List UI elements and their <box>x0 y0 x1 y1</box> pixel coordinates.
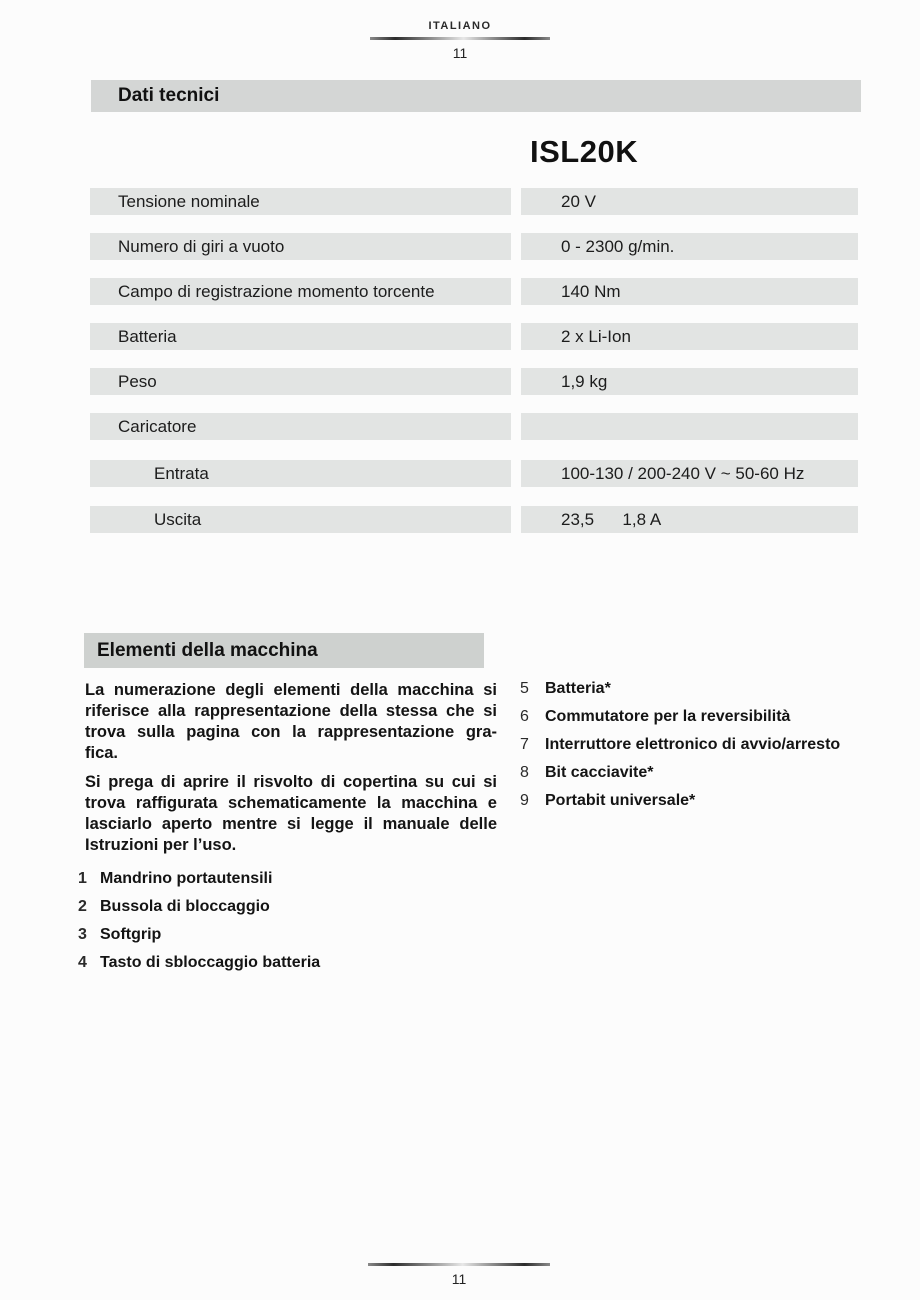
table-row <box>0 233 920 260</box>
paragraph-line: lasciarlo aperto mentre si legge il manuale delle <box>85 815 497 833</box>
item-label: Batteria* <box>545 680 611 697</box>
spec-value: 100-130 / 200-240 V ~ 50-60 Hz <box>521 460 858 487</box>
spec-label: Entrata <box>90 460 511 487</box>
machine-parts-list-left <box>78 869 498 981</box>
paragraph-line: riferisce alla rappresentazione della stessa che si <box>85 702 497 720</box>
spec-value: 20 V <box>521 188 858 215</box>
spec-label: Peso <box>90 368 511 395</box>
paragraph-line: fica. <box>85 744 119 762</box>
model-name: ISL20K <box>530 134 639 169</box>
item-number: 5 <box>520 680 529 697</box>
item-number: 3 <box>78 926 87 943</box>
item-number: 6 <box>520 708 529 725</box>
list-item <box>520 763 910 782</box>
paragraph-line: La numerazione degli elementi della macchina si <box>85 681 497 699</box>
item-label: Mandrino portautensili <box>100 870 273 887</box>
item-label: Bussola di bloccaggio <box>100 898 270 915</box>
item-number: 4 <box>78 954 87 971</box>
list-item <box>520 707 910 726</box>
section-title-elementi <box>84 633 484 668</box>
spec-label: Uscita <box>90 506 511 533</box>
list-item <box>78 869 498 888</box>
table-row <box>0 413 920 440</box>
table-row <box>0 460 920 487</box>
spec-label: Caricatore <box>90 413 511 440</box>
item-number: 1 <box>78 870 87 887</box>
section-title-text: Elementi della macchina <box>97 639 318 661</box>
item-number: 8 <box>520 764 529 781</box>
list-item <box>520 791 910 810</box>
spec-label: Campo di registrazione momento torcente <box>90 278 511 305</box>
header-rule <box>370 37 550 40</box>
paragraph-line: trova sulla pagina con la rappresentazione gra- <box>85 723 497 741</box>
table-row <box>0 188 920 215</box>
list-item <box>78 925 498 944</box>
spec-label: Numero di giri a vuoto <box>90 233 511 260</box>
paragraph-line: Si prega di aprire il risvolto di copertina su cui si <box>85 773 497 791</box>
section-title-text: Dati tecnici <box>118 85 220 106</box>
intro-paragraph-1 <box>85 680 497 764</box>
item-number: 9 <box>520 792 529 809</box>
item-label: Tasto di sbloccaggio batteria <box>100 954 321 971</box>
list-item <box>78 897 498 916</box>
list-item <box>520 735 910 754</box>
header-page-number: 11 <box>452 45 468 61</box>
section-title-dati-tecnici <box>91 80 861 112</box>
spec-value: 140 Nm <box>521 278 858 305</box>
page-footer <box>368 1258 550 1287</box>
list-item <box>78 953 498 972</box>
spec-label: Tensione nominale <box>90 188 511 215</box>
paragraph-line: Istruzioni per l’uso. <box>85 836 237 854</box>
item-label: Commutatore per la reversibilità <box>545 708 791 725</box>
table-row <box>0 323 920 350</box>
item-label: Interruttore elettronico di avvio/arresto <box>545 736 841 753</box>
spec-value: 1,9 kg <box>521 368 858 395</box>
table-row <box>0 506 920 533</box>
paragraph-line: trova raffigurata schematicamente la macchina e <box>85 794 497 812</box>
item-label: Softgrip <box>100 926 162 943</box>
machine-parts-list-right <box>520 679 910 819</box>
spec-value <box>521 413 858 440</box>
footer-rule <box>368 1263 550 1266</box>
spec-value: 2 x Li-Ion <box>521 323 858 350</box>
footer-page-number: 11 <box>451 1271 467 1287</box>
table-row <box>0 278 920 305</box>
table-row <box>0 368 920 395</box>
spec-label: Batteria <box>90 323 511 350</box>
language-label: ITALIANO <box>428 20 492 32</box>
intro-paragraph-2 <box>85 772 497 856</box>
spec-value: 0 - 2300 g/min. <box>521 233 858 260</box>
page-header <box>370 20 550 61</box>
item-number: 2 <box>78 898 87 915</box>
item-label: Bit cacciavite* <box>545 764 654 781</box>
spec-value: 23,5 1,8 A <box>521 506 858 533</box>
item-label: Portabit universale* <box>545 792 696 809</box>
item-number: 7 <box>520 736 529 753</box>
list-item <box>520 679 910 698</box>
